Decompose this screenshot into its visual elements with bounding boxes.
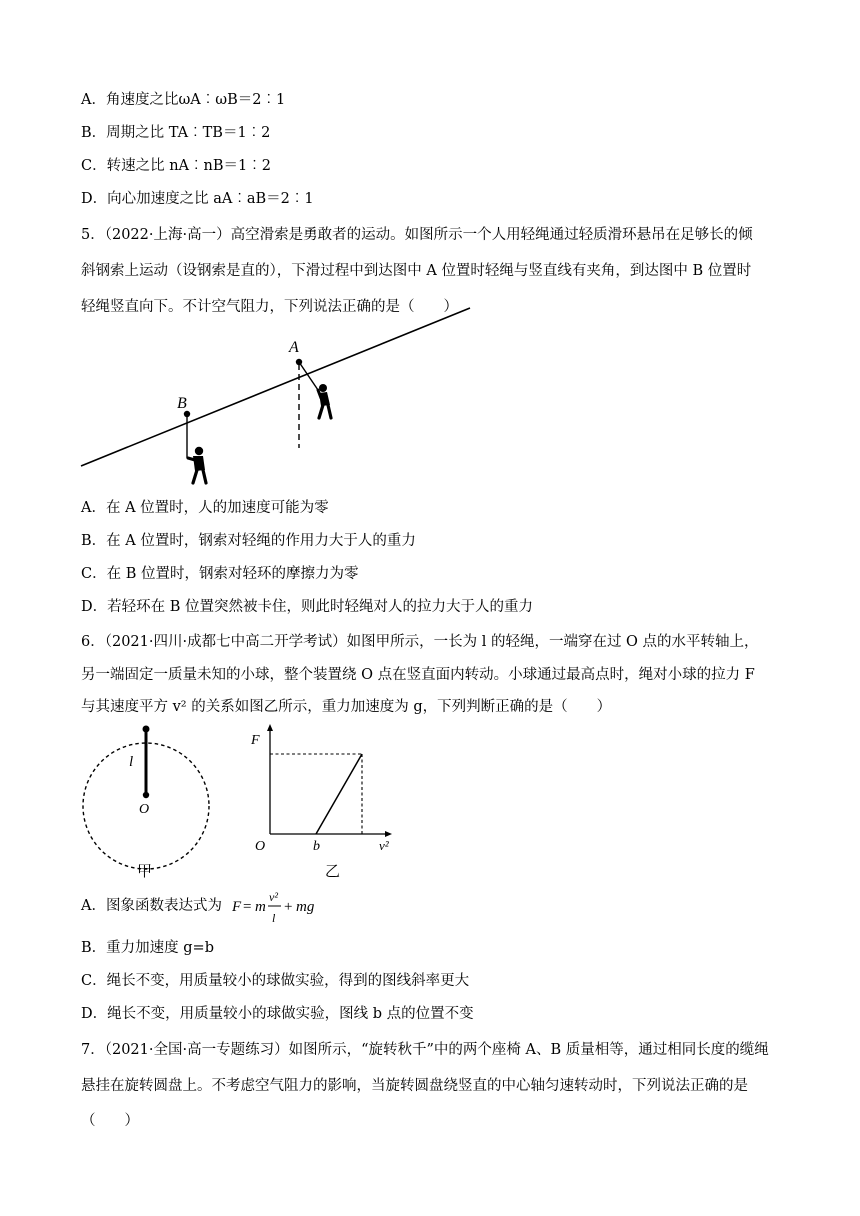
q6-figure-yi <box>248 718 408 883</box>
q5-stem-line-1: 5．（2022·上海·高一）高空滑索是勇敢者的运动。如图所示一个人用轻绳通过轻质滑环悬吊在足够长的倾 <box>81 227 753 243</box>
q5-stem-line-2: 斜钢索上运动（设钢索是直的），下滑过程中到达图中 A 位置时轻绳与竖直线有夹角，到达图中 B 位置时 <box>81 263 752 279</box>
q6-stem-line-1: 6．（2021·四川·成都七中高二开学考试）如图甲所示，一长为 l 的轻绳，一端穿在过 O 点的水平转轴上， <box>81 634 759 650</box>
svg-text:mg: mg <box>296 899 315 915</box>
svg-text:=: = <box>243 899 252 915</box>
caption-jia: 甲 <box>137 864 153 880</box>
q5-option-c: C．在 B 位置时，钢索对轻环的摩擦力为零 <box>81 566 359 582</box>
q6-stem-line-2: 另一端固定一质量未知的小球，整个装置绕 O 点在竖直面内转动。小球通过最高点时，绳对小球的拉力 F <box>81 667 755 683</box>
graph-line <box>316 754 362 834</box>
q6-stem-line-3: 与其速度平方 v² 的关系如图乙所示，重力加速度为 g，下列判断正确的是（ ） <box>81 699 612 715</box>
q6-option-d: D．绳长不变，用质量较小的球做实验，图线 b 点的位置不变 <box>81 1006 474 1022</box>
q6-option-a-prefix: A．图象函数表达式为 <box>81 898 222 914</box>
person-b-icon <box>188 447 206 483</box>
q5-stem-line-3: 轻绳竖直向下。不计空气阻力，下列说法正确的是（ ） <box>81 299 458 315</box>
q4-option-c: C．转速之比 nA︰nB＝1︰2 <box>81 158 271 174</box>
label-o: O <box>139 802 150 817</box>
q5-option-b: B．在 A 位置时，钢索对轻绳的作用力大于人的重力 <box>81 533 416 549</box>
q5-option-d: D．若轻环在 B 位置突然被卡住，则此时轻绳对人的拉力大于人的重力 <box>81 599 533 615</box>
label-l: l <box>129 754 134 770</box>
label-b: b <box>313 839 320 854</box>
q6-option-c: C．绳长不变，用质量较小的球做实验，得到的图线斜率更大 <box>81 973 470 989</box>
q4-option-d: D．向心加速度之比 aA︰aB＝2︰1 <box>81 191 314 207</box>
q7-stem-line-3: （ ） <box>81 1113 139 1129</box>
label-b: B <box>177 395 187 412</box>
q6-option-a-formula <box>232 886 362 928</box>
q4-option-b: B．周期之比 TA︰TB＝1︰2 <box>81 125 271 141</box>
pivot-o <box>143 792 149 798</box>
q4-option-a: A．角速度之比ωA︰ωB＝2︰1 <box>81 92 286 108</box>
label-o: O <box>255 839 266 854</box>
q7-stem-line-1: 7．（2021·全国·高一专题练习）如图所示，“旋转秋千”中的两个座椅 A、B 质量相等，通过相同长度的缆绳 <box>81 1042 769 1058</box>
q7-stem-line-2: 悬挂在旋转圆盘上。不考虑空气阻力的影响，当旋转圆盘绕竖直的中心轴匀速转动时，下列说法正确的是 <box>81 1078 748 1094</box>
q5-zipline-figure <box>0 0 860 500</box>
svg-text:m: m <box>255 899 266 915</box>
caption-yi: 乙 <box>325 864 341 880</box>
svg-text:l: l <box>272 911 276 925</box>
person-a-icon <box>318 384 331 418</box>
svg-text:v²: v² <box>269 890 278 904</box>
q5-option-a: A．在 A 位置时，人的加速度可能为零 <box>81 500 329 516</box>
steel-cable <box>81 308 470 466</box>
svg-text:F: F <box>232 899 242 915</box>
x-arrow-icon <box>385 831 392 837</box>
q6-option-b: B．重力加速度 g=b <box>81 940 214 956</box>
label-f: F <box>251 733 260 748</box>
q6-figure-jia <box>70 718 230 883</box>
y-arrow-icon <box>267 724 273 731</box>
q6-option-a <box>81 897 222 915</box>
svg-text:+: + <box>284 899 293 915</box>
label-v2: v² <box>379 838 389 853</box>
label-a: A <box>289 339 299 356</box>
